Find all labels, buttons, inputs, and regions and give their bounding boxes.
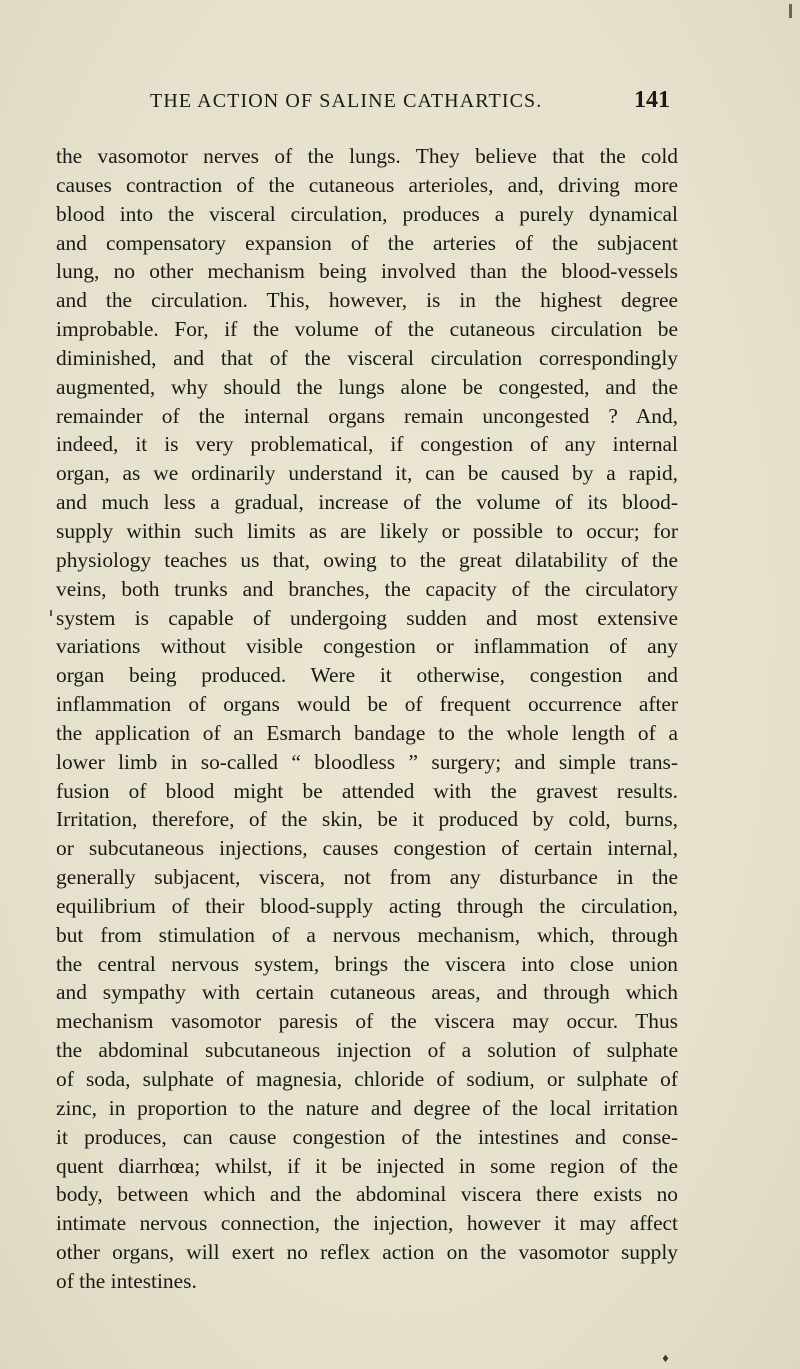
- text-line: but from stimulation of a nervous mechanism, which, through: [56, 922, 678, 947]
- text-line: supply within such limits as are likely or possible to occur; for: [56, 518, 678, 543]
- text-line: indeed, it is very problematical, if congestion of any internal: [56, 432, 678, 457]
- text-line: zinc, in proportion to the nature and degree of the local irritation: [56, 1095, 678, 1120]
- text-line: physiology teaches us that, owing to the great dilatability of the: [56, 547, 678, 572]
- running-head: [0, 86, 800, 116]
- text-line: diminished, and that of the visceral circulation correspondingly: [56, 345, 678, 370]
- body-paragraph: [56, 142, 678, 1296]
- text-line: and sympathy with certain cutaneous areas, and through which: [56, 980, 678, 1005]
- text-line: the application of an Esmarch bandage to the whole length of a: [56, 720, 678, 745]
- text-line: quent diarrhœa; whilst, if it be injected in some region of the: [56, 1153, 678, 1178]
- text-line: organ being produced. Were it otherwise, congestion and: [56, 663, 678, 688]
- text-line: veins, both trunks and branches, the capacity of the circulatory: [56, 576, 678, 601]
- text-line: augmented, why should the lungs alone be congested, and the: [56, 374, 678, 399]
- text-line: lower limb in so-called “ bloodless ” surgery; and simple trans-: [56, 749, 678, 774]
- text-line: fusion of blood might be attended with the gravest results.: [56, 778, 678, 803]
- text-line: intimate nervous connection, the injection, however it may affect: [56, 1211, 678, 1236]
- text-line: generally subjacent, viscera, not from any disturbance in the: [56, 865, 678, 890]
- text-line: and much less a gradual, increase of the volume of its blood-: [56, 490, 678, 515]
- text-line: the vasomotor nerves of the lungs. They believe that the cold: [56, 144, 678, 168]
- text-line: variations without visible congestion or inflammation of any: [56, 634, 678, 659]
- text-line: mechanism vasomotor paresis of the viscera may occur. Thus: [56, 1009, 678, 1034]
- text-line: and compensatory expansion of the arteries of the subjacent: [56, 230, 678, 255]
- text-line: or subcutaneous injections, causes congestion of certain internal,: [56, 836, 678, 861]
- corner-mark: [789, 4, 792, 18]
- text-line: causes contraction of the cutaneous arterioles, and, driving more: [56, 172, 678, 197]
- text-line: organ, as we ordinarily understand it, can be caused by a rapid,: [56, 461, 678, 486]
- printer-mark: ♦: [661, 1354, 670, 1365]
- text-line: system is capable of undergoing sudden and most extensive: [56, 605, 678, 630]
- text-line: it produces, can cause congestion of the intestines and conse-: [56, 1124, 678, 1149]
- text-line: improbable. For, if the volume of the cutaneous circulation be: [56, 317, 678, 342]
- text-line: the abdominal subcutaneous injection of a solution of sulphate: [56, 1038, 678, 1063]
- text-line: blood into the visceral circulation, produces a purely dynamical: [56, 201, 678, 226]
- page-number: 141: [634, 87, 670, 113]
- text-line: of soda, sulphate of magnesia, chloride of sodium, or sulphate of: [56, 1067, 678, 1091]
- text-line: lung, no other mechanism being involved than the blood-vessels: [56, 259, 678, 284]
- text-line: Irritation, therefore, of the skin, be it produced by cold, burns,: [56, 807, 678, 832]
- text-line: other organs, will exert no reflex action on the vasomotor supply: [56, 1240, 678, 1265]
- text-line: the central nervous system, brings the viscera into close union: [56, 951, 678, 976]
- text-line: equilibrium of their blood-supply acting through the circulation,: [56, 893, 678, 918]
- text-line: remainder of the internal organs remain uncongested ? And,: [56, 403, 678, 428]
- text-line-last: of the intestines.: [56, 1268, 197, 1293]
- text-line: and the circulation. This, however, is in the highest degree: [56, 288, 678, 313]
- margin-mark: [50, 610, 52, 616]
- text-line: body, between which and the abdominal viscera there exists no: [56, 1182, 678, 1207]
- running-title: THE ACTION OF SALINE CATHARTICS.: [150, 90, 543, 112]
- text-line: inflammation of organs would be of frequent occurrence after: [56, 692, 678, 717]
